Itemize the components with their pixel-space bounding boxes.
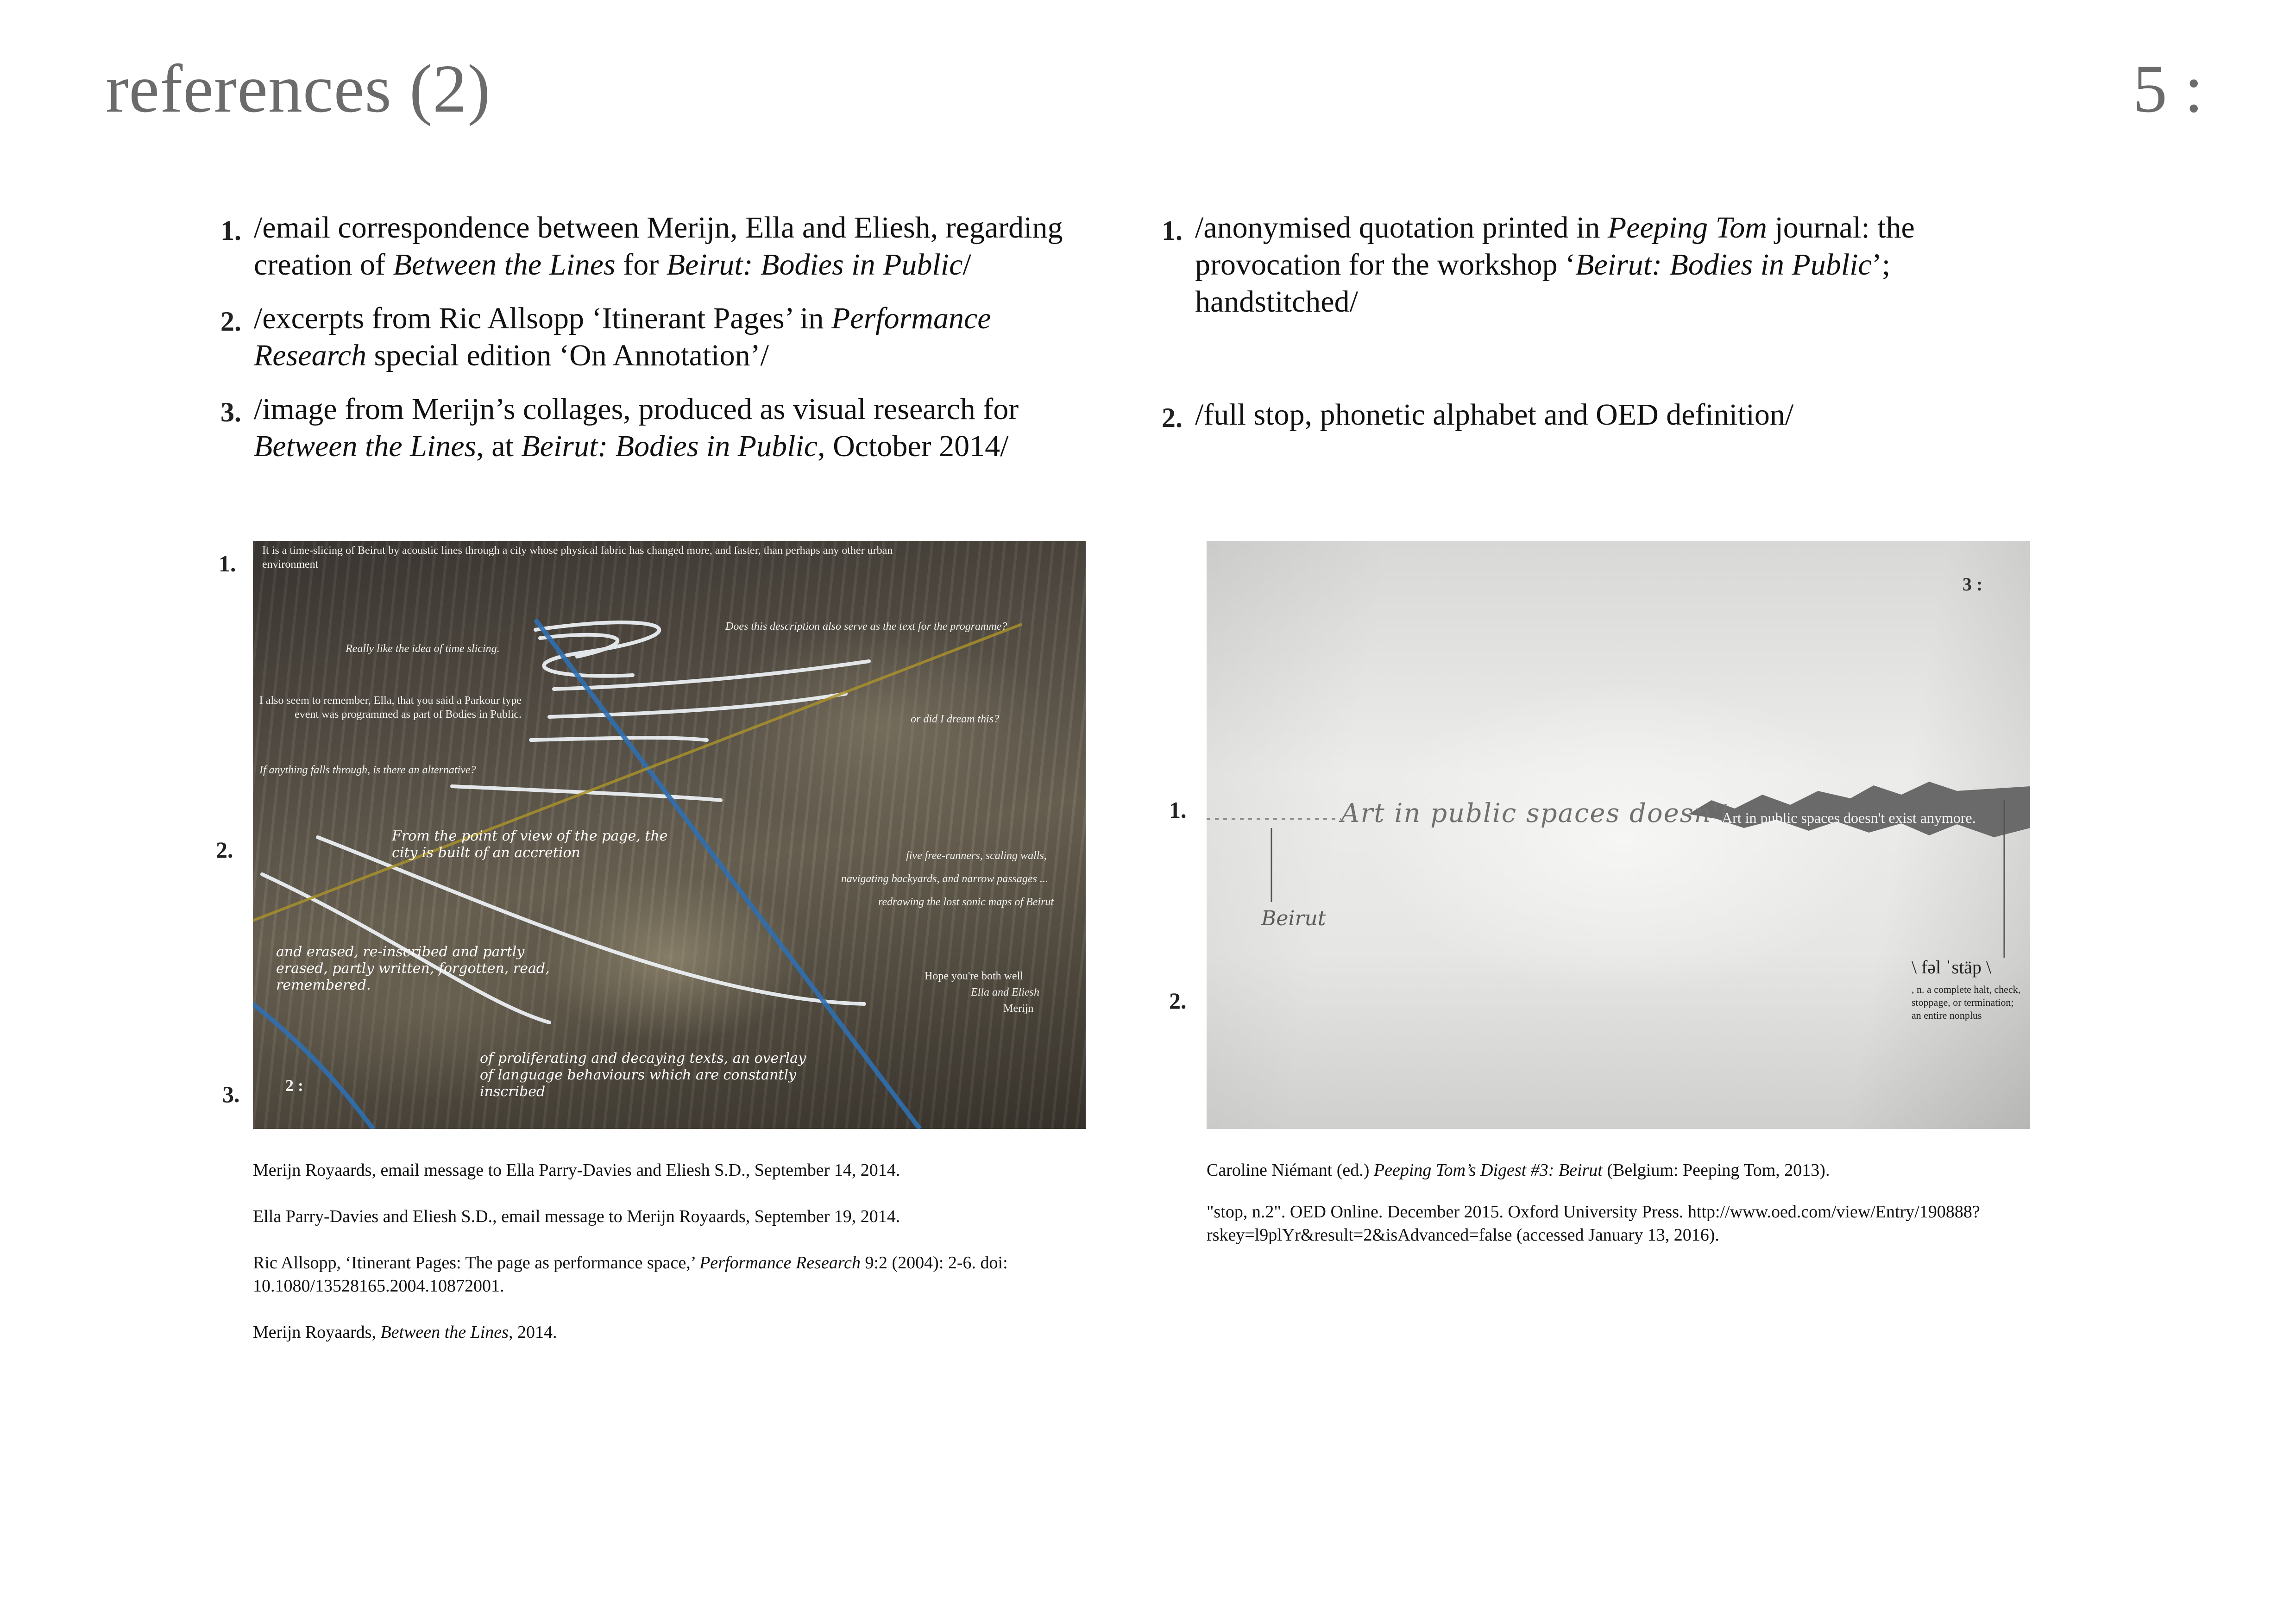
text-segment: , at [476,429,522,463]
page-number: 5 : [2132,51,2203,127]
text-segment: Ric Allsopp, ‘Itinerant Pages: The page as performance space,’ [253,1253,700,1273]
collage-text: Ella and Eliesh [971,986,1039,998]
left-reference-item [220,300,1110,374]
figure-marker-left-2: 2. [216,837,233,863]
text-segment: /excerpts from Ric Allsopp ‘Itinerant Pages’ in [254,301,831,335]
collage-handwriting: and erased, re-inscribed and partly erased, partly written, forgotten, read, remembered. [276,944,550,993]
collage-text: Merijn [1003,1003,1034,1015]
italic-text-segment: Beirut: Bodies in Public [1575,248,1872,282]
reference-text [1195,398,1793,432]
left-captions [253,1159,1133,1367]
italic-text-segment: Peeping Tom’s Digest #3: Beirut [1373,1160,1603,1180]
collage-handwriting: From the point of view of the page, the city is built of an accretion [392,828,668,861]
phonetic-spelling: \ fəl ˈstäp \ [1912,957,1992,978]
text-segment: /anonymised quotation printed in [1195,211,1608,245]
tissue-image [1207,541,2030,1129]
italic-text-segment: Performance Research [699,1253,861,1273]
text-segment: Ella Parry-Davies and Eliesh S.D., email message to Merijn Royaards, September 19, 2014. [253,1207,900,1226]
italic-text-segment: Between the Lines [380,1323,509,1342]
torn-strip-text: Art in public spaces doesn't exist anymore. [1722,809,1976,826]
tissue-drawing [1207,541,2030,1129]
text-segment: special edition ‘On Annotation’/ [366,339,769,372]
reference-number: 1. [220,215,241,246]
text-segment: Merijn Royaards, [253,1323,381,1342]
caption [253,1205,1133,1228]
tissue-page-label: 3 : [1963,574,1983,595]
right-captions [1207,1159,2087,1270]
caption [253,1251,1133,1298]
collage-text: If anything falls through, is there an alternative? [259,764,476,776]
right-reference-list [1162,209,2042,433]
italic-text-segment: Between the Lines [393,248,616,282]
text-segment: journal: the provocation for the workshop ‘ [1195,211,1915,282]
collage-text: Really like the idea of time slicing. [346,643,500,655]
collage-page-label: 2 : [285,1076,303,1095]
collage-text: It is a time-slicing of Beirut by acoustic lines through a city whose physical fabric has changed more, and faster, than perhaps any other urban environment [262,545,893,571]
reference-text [254,392,1019,463]
text-segment: 9:2 (2004): 2-6. doi: 10.1080/13528165.2004.10872001. [253,1253,1008,1296]
figure-marker-right-1: 1. [1169,797,1187,823]
figure-marker-right-2: 2. [1169,988,1187,1014]
reference-number: 3. [220,397,241,427]
italic-text-segment: Between the Lines [254,429,477,463]
collage-text: or did I dream this? [911,713,1000,725]
beirut-handwriting: Beirut [1261,907,1326,930]
italic-text-segment: Performance Research [254,301,991,372]
caption [1207,1159,2087,1182]
caption [1207,1200,2087,1247]
text-segment: / [962,248,971,282]
text-segment: , October 2014/ [818,429,1009,463]
caption [253,1321,1133,1344]
reference-text [1195,211,1915,319]
italic-text-segment: Beirut: Bodies in Public [521,429,818,463]
italic-text-segment: Peeping Tom [1607,211,1767,245]
collage-image [253,541,1086,1129]
italic-text-segment: Beirut: Bodies in Public [666,248,963,282]
collage-text: Does this description also serve as the text for the programme? [725,621,1007,633]
right-reference-item [1162,209,2042,320]
text-segment: Caroline Niémant (ed.) [1207,1160,1374,1180]
figure-marker-left-3: 3. [222,1081,240,1107]
text-segment: Merijn Royaards, email message to Ella Parry-Davies and Eliesh S.D., September 14, 2014. [253,1160,900,1180]
right-reference-item [1162,396,2042,433]
text-segment: (Belgium: Peeping Tom, 2013). [1602,1160,1830,1180]
reference-number: 1. [1162,215,1183,246]
left-reference-list [220,209,1110,465]
left-reference-item [220,209,1110,283]
collage-text: five free-runners, scaling walls, [906,850,1047,862]
collage-text: Hope you're both well [925,970,1023,982]
reference-text [254,211,1063,282]
text-segment: "stop, n.2". OED Online. December 2015. Oxford University Press. http://www.oed.com/view/Entry/190888?rskey=l9plYr&result=2&isAdvanced=false (accessed January 13, 2016). [1207,1202,1980,1245]
reference-number: 2. [1162,402,1183,433]
text-segment: ’; handstitched/ [1195,248,1891,319]
text-segment: /image from Merijn’s collages, produced as visual research for [254,392,1019,426]
reference-number: 2. [220,306,241,337]
page-title: references (2) [106,51,491,127]
oed-definition: , n. a complete halt, check, stoppage, or termination; an entire nonplus [1912,984,2021,1021]
collage-text: navigating backyards, and narrow passages ... [841,873,1048,885]
text-segment: , 2014. [508,1323,557,1342]
collage-text: I also seem to remember, Ella, that you said a Parkour type event was programmed as part of Bodies in Public. [259,695,522,721]
collage-text: redrawing the lost sonic maps of Beirut [878,896,1054,908]
text-segment: /email correspondence between Merijn, Ella and Eliesh, regarding creation of [254,211,1063,282]
text-segment: for [615,248,667,282]
left-reference-item [220,391,1110,465]
text-segment: /full stop, phonetic alphabet and OED definition/ [1195,398,1794,432]
reference-text [254,301,991,372]
figure-marker-left-1: 1. [219,551,236,577]
caption [253,1159,1133,1182]
stitched-text: Art in public spaces doesn't [1341,798,1731,828]
collage-handwriting: of proliferating and decaying texts, an overlay of language behaviours which are constantly inscribed [480,1050,806,1100]
